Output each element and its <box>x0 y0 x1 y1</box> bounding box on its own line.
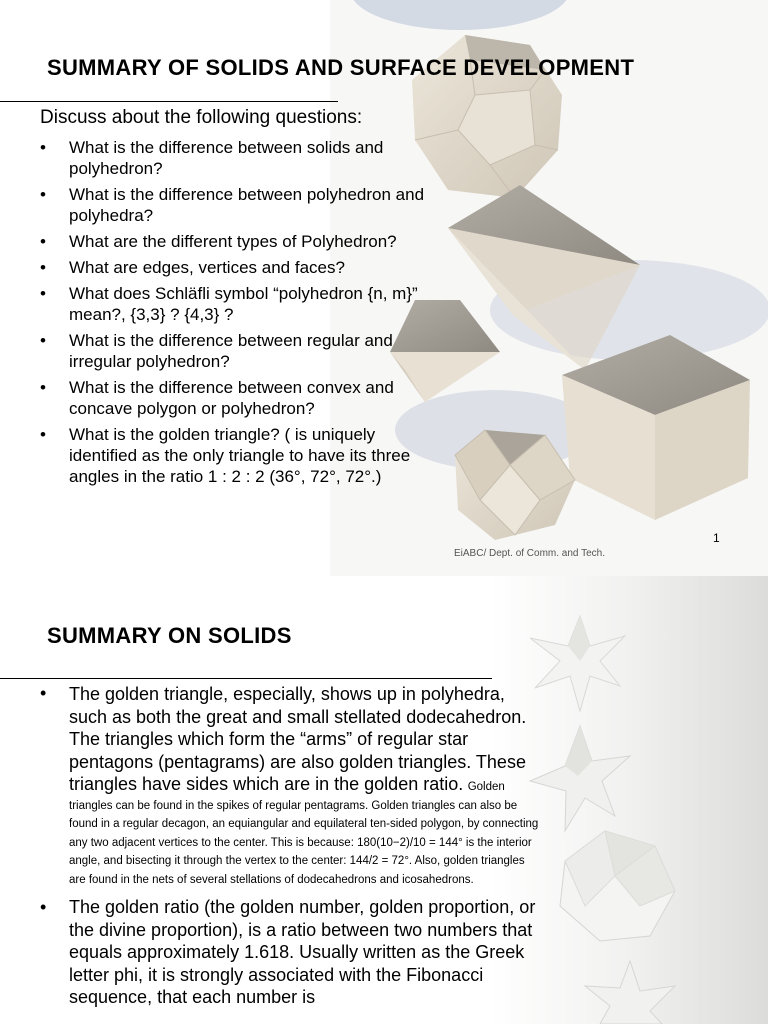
list-item: • The golden ratio (the golden number, golden proportion, or the divine proportion), is a ratio between two numbers that equals approximately 1.618. Usually written as the Greek letter phi, it is strongly associated with the Fibonacci sequence, that each number is <box>40 896 540 1009</box>
list-item: • What are the different types of Polyhedron? <box>40 231 440 252</box>
slide-2 <box>0 576 768 1024</box>
title-divider <box>0 101 338 102</box>
list-item: • What is the difference between convex and concave polygon or polyhedron? <box>40 377 440 419</box>
golden-triangle-detail: Golden triangles can be found in the spikes of regular pentagrams. Golden triangles can also be found in a regular decagon, an equiangular and equilateral ten-sided polygon, by connecting any two adjacent vertices to the center. This is because: 180(10−2)/10 = 144° is the interior angle, and bisecting it through the vertex to the center: 144/2 = 72°. Also, golden triangles are found in the nets of several stellations of dodecahedrons and icosahedrons. <box>69 781 539 886</box>
list-item: • What is the golden triangle? ( is uniquely identified as the only triangle to have its three angles in the ratio 1 : 2 : 2 (36°, 72°, 72°.) <box>40 424 440 487</box>
golden-triangle-text: The golden triangle, especially, shows up in polyhedra, such as both the great and small stellated dodecahedron. The triangles which form the “arms” of regular star pentagons (pentagrams) are also golden triangles. These triangles have sides which are in the golden ratio. <box>69 684 527 794</box>
summary-list <box>40 683 540 1017</box>
title-divider <box>0 678 492 679</box>
list-item: • What is the difference between regular and irregular polyhedron? <box>40 330 440 372</box>
list-item: • What are edges, vertices and faces? <box>40 257 440 278</box>
list-item: • What is the difference between polyhedron and polyhedra? <box>40 184 440 226</box>
list-item: • What does Schläfli symbol “polyhedron {n, m}” mean?, {3,3} ? {4,3} ? <box>40 283 440 325</box>
footer-text: EiABC/ Dept. of Comm. and Tech. <box>454 548 605 559</box>
intro-text: Discuss about the following questions: <box>40 107 363 128</box>
list-item: • What is the difference between solids and polyhedron? <box>40 137 440 179</box>
page-number: 1 <box>713 531 720 545</box>
slide-title: SUMMARY OF SOLIDS AND SURFACE DEVELOPMENT <box>47 55 635 80</box>
slide-title: SUMMARY ON SOLIDS <box>47 623 292 648</box>
list-item <box>40 683 540 888</box>
question-list <box>40 137 440 492</box>
